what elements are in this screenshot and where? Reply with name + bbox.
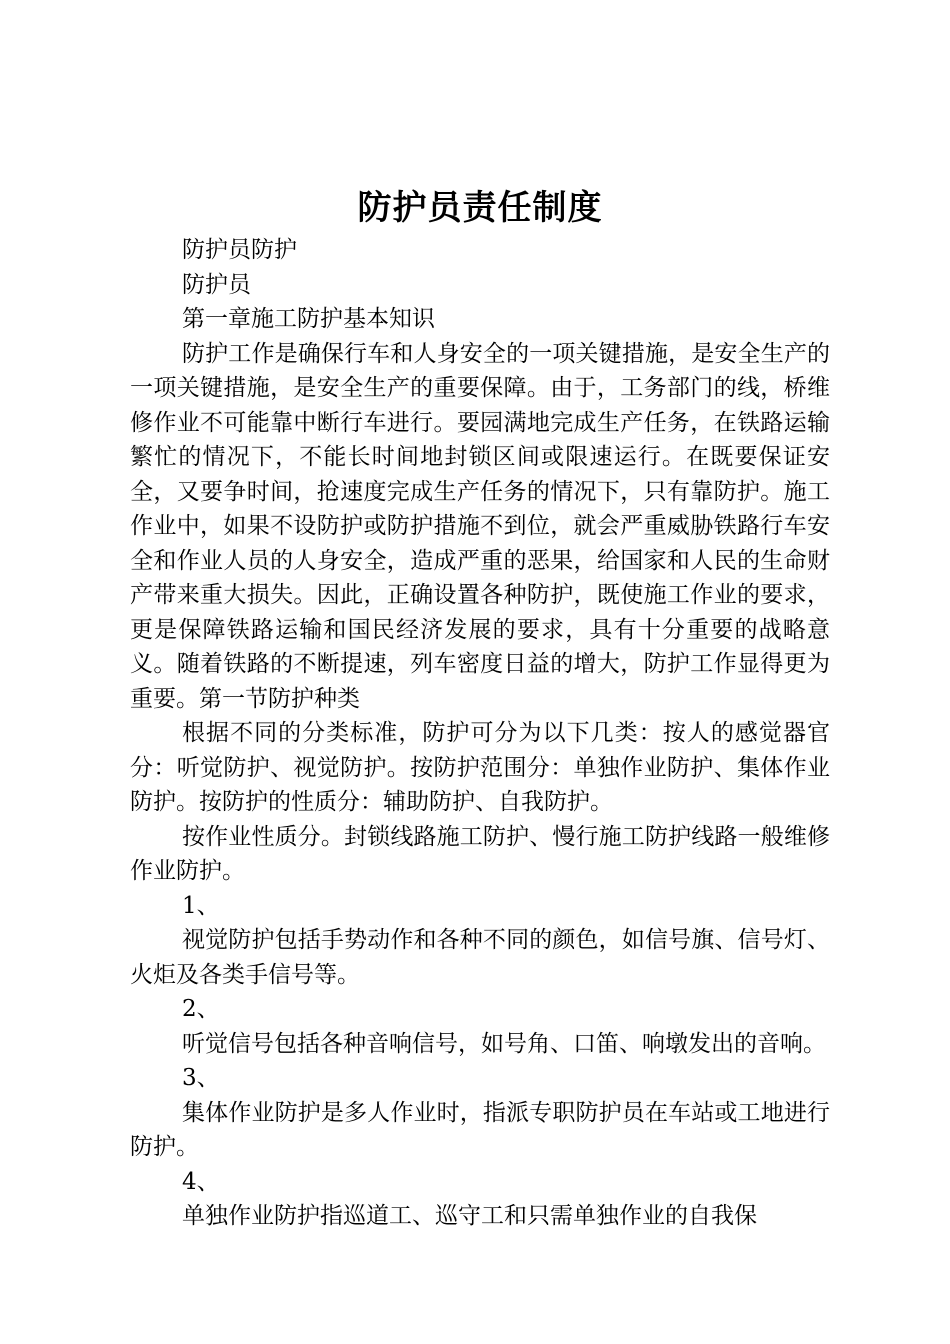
document-page — [130, 185, 830, 1234]
chapter-heading: 第一章施工防护基本知识 — [182, 306, 435, 332]
list-number-1: 1、 — [182, 892, 220, 919]
paragraph-work-nature: 按作业性质分。封锁线路施工防护、慢行施工防护线路一般维修作业防护。 — [130, 823, 830, 884]
paragraph-2: 防护员 — [182, 271, 251, 298]
list-item-1: 视觉防护包括手势动作和各种不同的颜色，如信号旗、信号灯、火炬及各类手信号等。 — [130, 927, 830, 988]
paragraph-1: 防护员防护 — [182, 237, 297, 263]
list-item-3: 集体作业防护是多人作业时，指派专职防护员在车站或工地进行防护。 — [130, 1099, 830, 1160]
document-title: 防护员责任制度 — [357, 188, 603, 228]
list-number-2: 2、 — [182, 996, 220, 1022]
paragraph-intro: 防护工作是确保行车和人身安全的一项关键措施，是安全生产的一项关键措施，是安全生产的重要保障。由于，工务部门的线，桥维修作业不可能靠中断行车进行。要园满地完成生产任务，在铁路运输繁忙的情况下，不能长时间地封锁区间或限速运行。在既要保证安全，又要争时间，抢速度完成生产任务的情况下，只有靠防护。施工作业中，如果不设防护或防护措施不到位，就会严重威胁铁路行车安全和作业人员的人身安全，造成严重的恶果，给国家和人民的生命财产带来重大损失。因此，正确设置各种防护，既使施工作业的要求，更是保障铁路运输和国民经济发展的要求，具有十分重要的战略意义。随着铁路的不断提速，列车密度日益的增大，防护工作显得更为重要。第一节防护种类 — [130, 340, 830, 712]
paragraph-classification: 根据不同的分类标准，防护可分为以下几类：按人的感觉器官分：听觉防护、视觉防护。按防护范围分：单独作业防护、集体作业防护。按防护的性质分：辅助防护、自我防护。 — [130, 720, 830, 815]
list-item-4: 单独作业防护指巡道工、巡守工和只需单独作业的自我保 — [182, 1203, 757, 1229]
list-number-4: 4、 — [182, 1168, 220, 1195]
list-number-3: 3、 — [182, 1065, 220, 1091]
list-item-2: 听觉信号包括各种音响信号，如号角、口笛、响墩发出的音响。 — [182, 1030, 826, 1057]
